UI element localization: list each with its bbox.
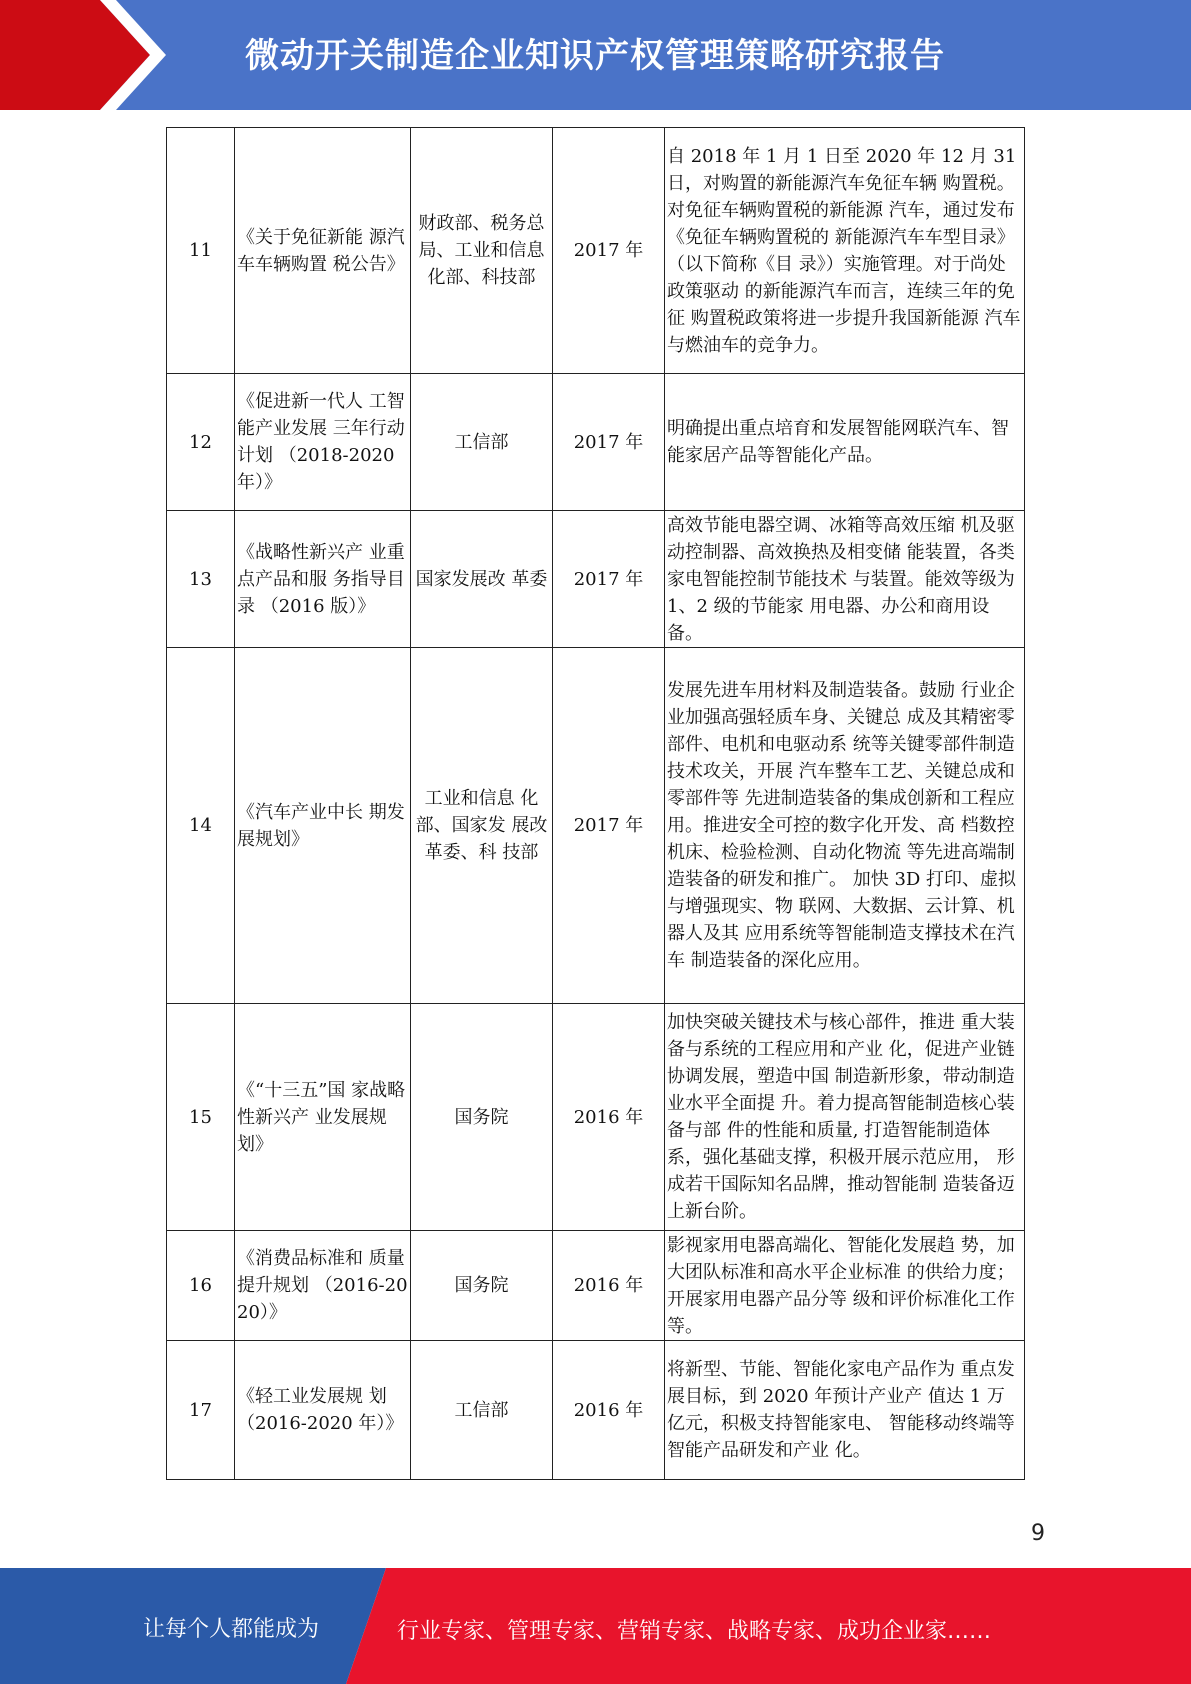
policy-table (166, 127, 1025, 1480)
table-row (167, 511, 1025, 648)
issue-year: 2017 年 (553, 648, 665, 1004)
policy-name: 《促进新一代人 工智能产业发展 三年行动计划 （2018-2020 年）》 (235, 374, 411, 511)
policy-description: 自 2018 年 1 月 1 日至 2020 年 12 月 31 日，对购置的新能源汽车免征车辆 购置税。对免征车辆购置税的新能源 汽车，通过发布《免征车辆购置税的 新能源汽车车型目录》（以下简称《目 录》）实施管理。对于尚处政策驱动 的新能源汽车而言，连续三年的免征 购置税政策将进一步提升我国新能源 汽车与燃油车的竞争力。 (665, 128, 1025, 374)
policy-description: 加快突破关键技术与核心部件，推进 重大装备与系统的工程应用和产业 化，促进产业链协调发展，塑造中国 制造新形象，带动制造业水平全面提 升。着力提高智能制造核心装备与部 件的性能和质量, 打造智能制造体系，强化基础支撑，积极开展示范应用， 形成若干国际知名品牌，推动智能制 造装备迈上新台阶。 (665, 1004, 1025, 1231)
policy-name: 《战略性新兴产 业重点产品和服 务指导目录 （2016 版）》 (235, 511, 411, 648)
row-number: 12 (167, 374, 235, 511)
table-row (167, 1341, 1025, 1480)
policy-name: 《汽车产业中长 期发展规划》 (235, 648, 411, 1004)
policy-description: 明确提出重点培育和发展智能网联汽车、智能家居产品等智能化产品。 (665, 374, 1025, 511)
table-row (167, 374, 1025, 511)
row-number: 17 (167, 1341, 235, 1480)
issue-year: 2017 年 (553, 511, 665, 648)
issuing-department: 工信部 (411, 374, 553, 511)
issuing-department: 工业和信息 化部、国家发 展改革委、科 技部 (411, 648, 553, 1004)
page-header (0, 0, 1191, 110)
row-number: 11 (167, 128, 235, 374)
policy-description: 将新型、节能、智能化家电产品作为 重点发展目标，到 2020 年预计产业产 值达 1 万亿元，积极支持智能家电、 智能移动终端等智能产品研发和产业 化。 (665, 1341, 1025, 1480)
issuing-department: 国务院 (411, 1231, 553, 1341)
row-number: 15 (167, 1004, 235, 1231)
row-number: 16 (167, 1231, 235, 1341)
issue-year: 2017 年 (553, 374, 665, 511)
issue-year: 2016 年 (553, 1341, 665, 1480)
row-number: 13 (167, 511, 235, 648)
issue-year: 2016 年 (553, 1231, 665, 1341)
table-row (167, 1004, 1025, 1231)
policy-name: 《关于免征新能 源汽车车辆购置 税公告》 (235, 128, 411, 374)
issue-year: 2016 年 (553, 1004, 665, 1231)
policy-description: 高效节能电器空调、冰箱等高效压缩 机及驱动控制器、高效换热及相变储 能装置，各类家电智能控制节能技术 与装置。能效等级为 1、2 级的节能家 用电器、办公和商用设备。 (665, 511, 1025, 648)
issuing-department: 财政部、税务总局、工业和信息化部、科技部 (411, 128, 553, 374)
footer-slogan-right: 行业专家、管理专家、营销专家、战略专家、成功企业家…… (397, 1619, 992, 1644)
row-number: 14 (167, 648, 235, 1004)
table-row (167, 128, 1025, 374)
footer-slogan-left: 让每个人都能成为 (143, 1617, 320, 1642)
report-title: 微动开关制造企业知识产权管理策略研究报告 (245, 36, 945, 76)
policy-name: 《“十三五”国 家战略性新兴产 业发展规划》 (235, 1004, 411, 1231)
table-row (167, 1231, 1025, 1341)
issuing-department: 工信部 (411, 1341, 553, 1480)
issuing-department: 国家发展改 革委 (411, 511, 553, 648)
policy-description: 发展先进车用材料及制造装备。鼓励 行业企业加强高强轻质车身、关键总 成及其精密零部件、电机和电驱动系 统等关键零部件制造技术攻关，开展 汽车整车工艺、关键总成和零部件等 先进制造装备的集成创新和工程应 用。推进安全可控的数字化开发、高 档数控机床、检验检测、自动化物流 等先进高端制造装备的研发和推广。 加快 3D 打印、虚拟与增强现实、物 联网、大数据、云计算、机器人及其 应用系统等智能制造支撑技术在汽车 制造装备的深化应用。 (665, 648, 1025, 1004)
issuing-department: 国务院 (411, 1004, 553, 1231)
policy-name: 《轻工业发展规 划（2016-2020 年）》 (235, 1341, 411, 1480)
policy-description: 影视家用电器高端化、智能化发展趋 势，加大团队标准和高水平企业标准 的供给力度；开展家用电器产品分等 级和评价标准化工作等。 (665, 1231, 1025, 1341)
table-row (167, 648, 1025, 1004)
policy-name: 《消费品标准和 质量提升规划 （2016-2020）》 (235, 1231, 411, 1341)
issue-year: 2017 年 (553, 128, 665, 374)
page-number: 9 (1031, 1521, 1045, 1546)
